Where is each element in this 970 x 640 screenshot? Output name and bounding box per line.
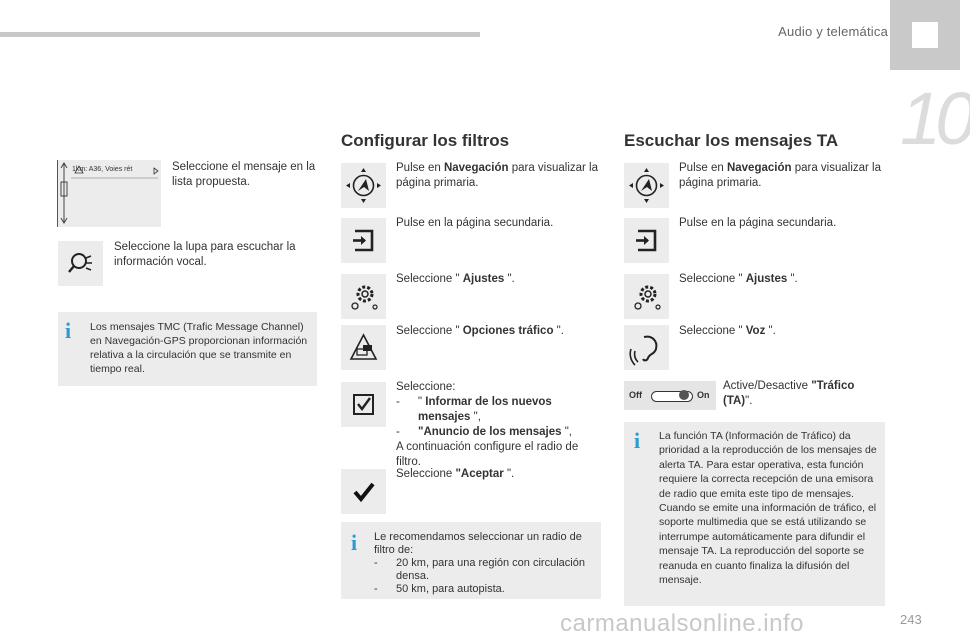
chapter-number: 10 [900, 77, 970, 160]
info-icon: i [351, 530, 358, 555]
voice-icon [624, 325, 669, 370]
search-magnifier-icon [58, 241, 103, 286]
filters-step-traffic-options: Seleccione " Opciones tráfico ". [396, 325, 564, 337]
filters-step-navigation: Pulse en Navegación para visualizar la página primaria. [396, 162, 598, 189]
filters-step-settings: Seleccione " Ajustes ". [396, 273, 515, 285]
filters-step-accept: Seleccione "Aceptar ". [396, 468, 515, 480]
tmc-info-box [58, 312, 317, 386]
ta-step-navigation: Pulse en Navegación para visualizar la página primaria. [679, 162, 881, 189]
traffic-options-icon [341, 325, 386, 370]
secondary-page-icon-box [624, 218, 669, 263]
ta-info-box [624, 422, 885, 606]
filters-select-intro: Seleccione: [396, 381, 456, 393]
secondary-page-icon-box [341, 218, 386, 263]
navigation-icon-box [624, 163, 669, 208]
ta-toggle-knob[interactable] [679, 390, 689, 400]
settings-gear-icon [624, 274, 669, 319]
filters-section-title: Configurar los filtros [341, 131, 510, 150]
left-step-select-message: Seleccione el mensaje en la lista propuesta. [172, 161, 316, 188]
tmc-info-text: Los mensajes TMC (Trafic Message Channel) en Navegación-GPS proporcionan información relativa a la circulación que se transmite en tiempo real. [90, 321, 308, 375]
filters-step-secondary-page: Pulse en la página secundaria. [396, 217, 554, 229]
watermark: carmanualsonline.info [560, 610, 804, 637]
filters-configure-radius: A continuación configure el radio de filtro. [396, 441, 579, 468]
traffic-message-item: 1km: A36, Voies rét [72, 166, 133, 173]
filters-option-announce-messages: - "Anuncio de los mensajes ", [396, 426, 572, 438]
ta-toggle-off-label: Off [629, 390, 642, 400]
secondary-page-icon [624, 218, 669, 263]
filters-option-new-messages: - " Informar de los nuevos mensajes ", [396, 396, 552, 423]
header-rule [0, 32, 480, 37]
accept-icon-box [341, 469, 386, 514]
info-icon: i [65, 318, 72, 343]
ta-step-secondary-page: Pulse en la página secundaria. [679, 217, 837, 229]
info-icon: i [634, 428, 641, 453]
voice-icon-box [624, 325, 669, 370]
settings-icon-box [624, 274, 669, 319]
settings-gear-icon [341, 274, 386, 319]
navigation-compass-icon [624, 163, 669, 208]
checkmark-icon [341, 469, 386, 514]
navigation-icon-box [341, 163, 386, 208]
filters-info-text: Le recomendamos seleccionar un radio de filtro de: - 20 km, para una región con circulación densa. - 50 km, para autopista. [374, 531, 585, 595]
filters-info-box [341, 522, 601, 599]
page-number: 243 [900, 612, 922, 627]
checkbox-icon [341, 382, 386, 427]
ta-section-title: Escuchar los mensajes TA [624, 131, 839, 150]
traffic-options-icon-box [341, 325, 386, 370]
settings-icon-box [341, 274, 386, 319]
ta-info-text: La función TA (Información de Tráfico) da prioridad a la reproducción de los mensajes de alerta TA. Para estar operativa, esta función requiere la correcta recepción de una emisora de radio que emita este tipo de mensajes. Cuando se emite una información de tráfico, el soporte multimedia que se está utilizando se interrumpe automáticamente para difundir el mensaje TA. La reproducción del soporte se reanuda en cuanto finaliza la difusión del mensaje. [659, 430, 877, 587]
ta-step-settings: Seleccione " Ajustes ". [679, 273, 798, 285]
left-step-listen-voice: Seleccione la lupa para escuchar la información vocal. [114, 241, 296, 268]
chapter-tab-square [912, 22, 938, 48]
secondary-page-icon [341, 218, 386, 263]
header-title: Audio y telemática [778, 24, 888, 39]
ta-toggle-on-label: On [697, 390, 710, 400]
checkbox-icon-box [341, 382, 386, 427]
filters-step-select-options [396, 380, 601, 470]
ta-step-activate: Active/Desactive "Tráfico (TA)". [723, 380, 855, 407]
ta-step-voice: Seleccione " Voz ". [679, 325, 776, 337]
navigation-compass-icon [341, 163, 386, 208]
search-magnifier-icon-box [58, 241, 103, 286]
